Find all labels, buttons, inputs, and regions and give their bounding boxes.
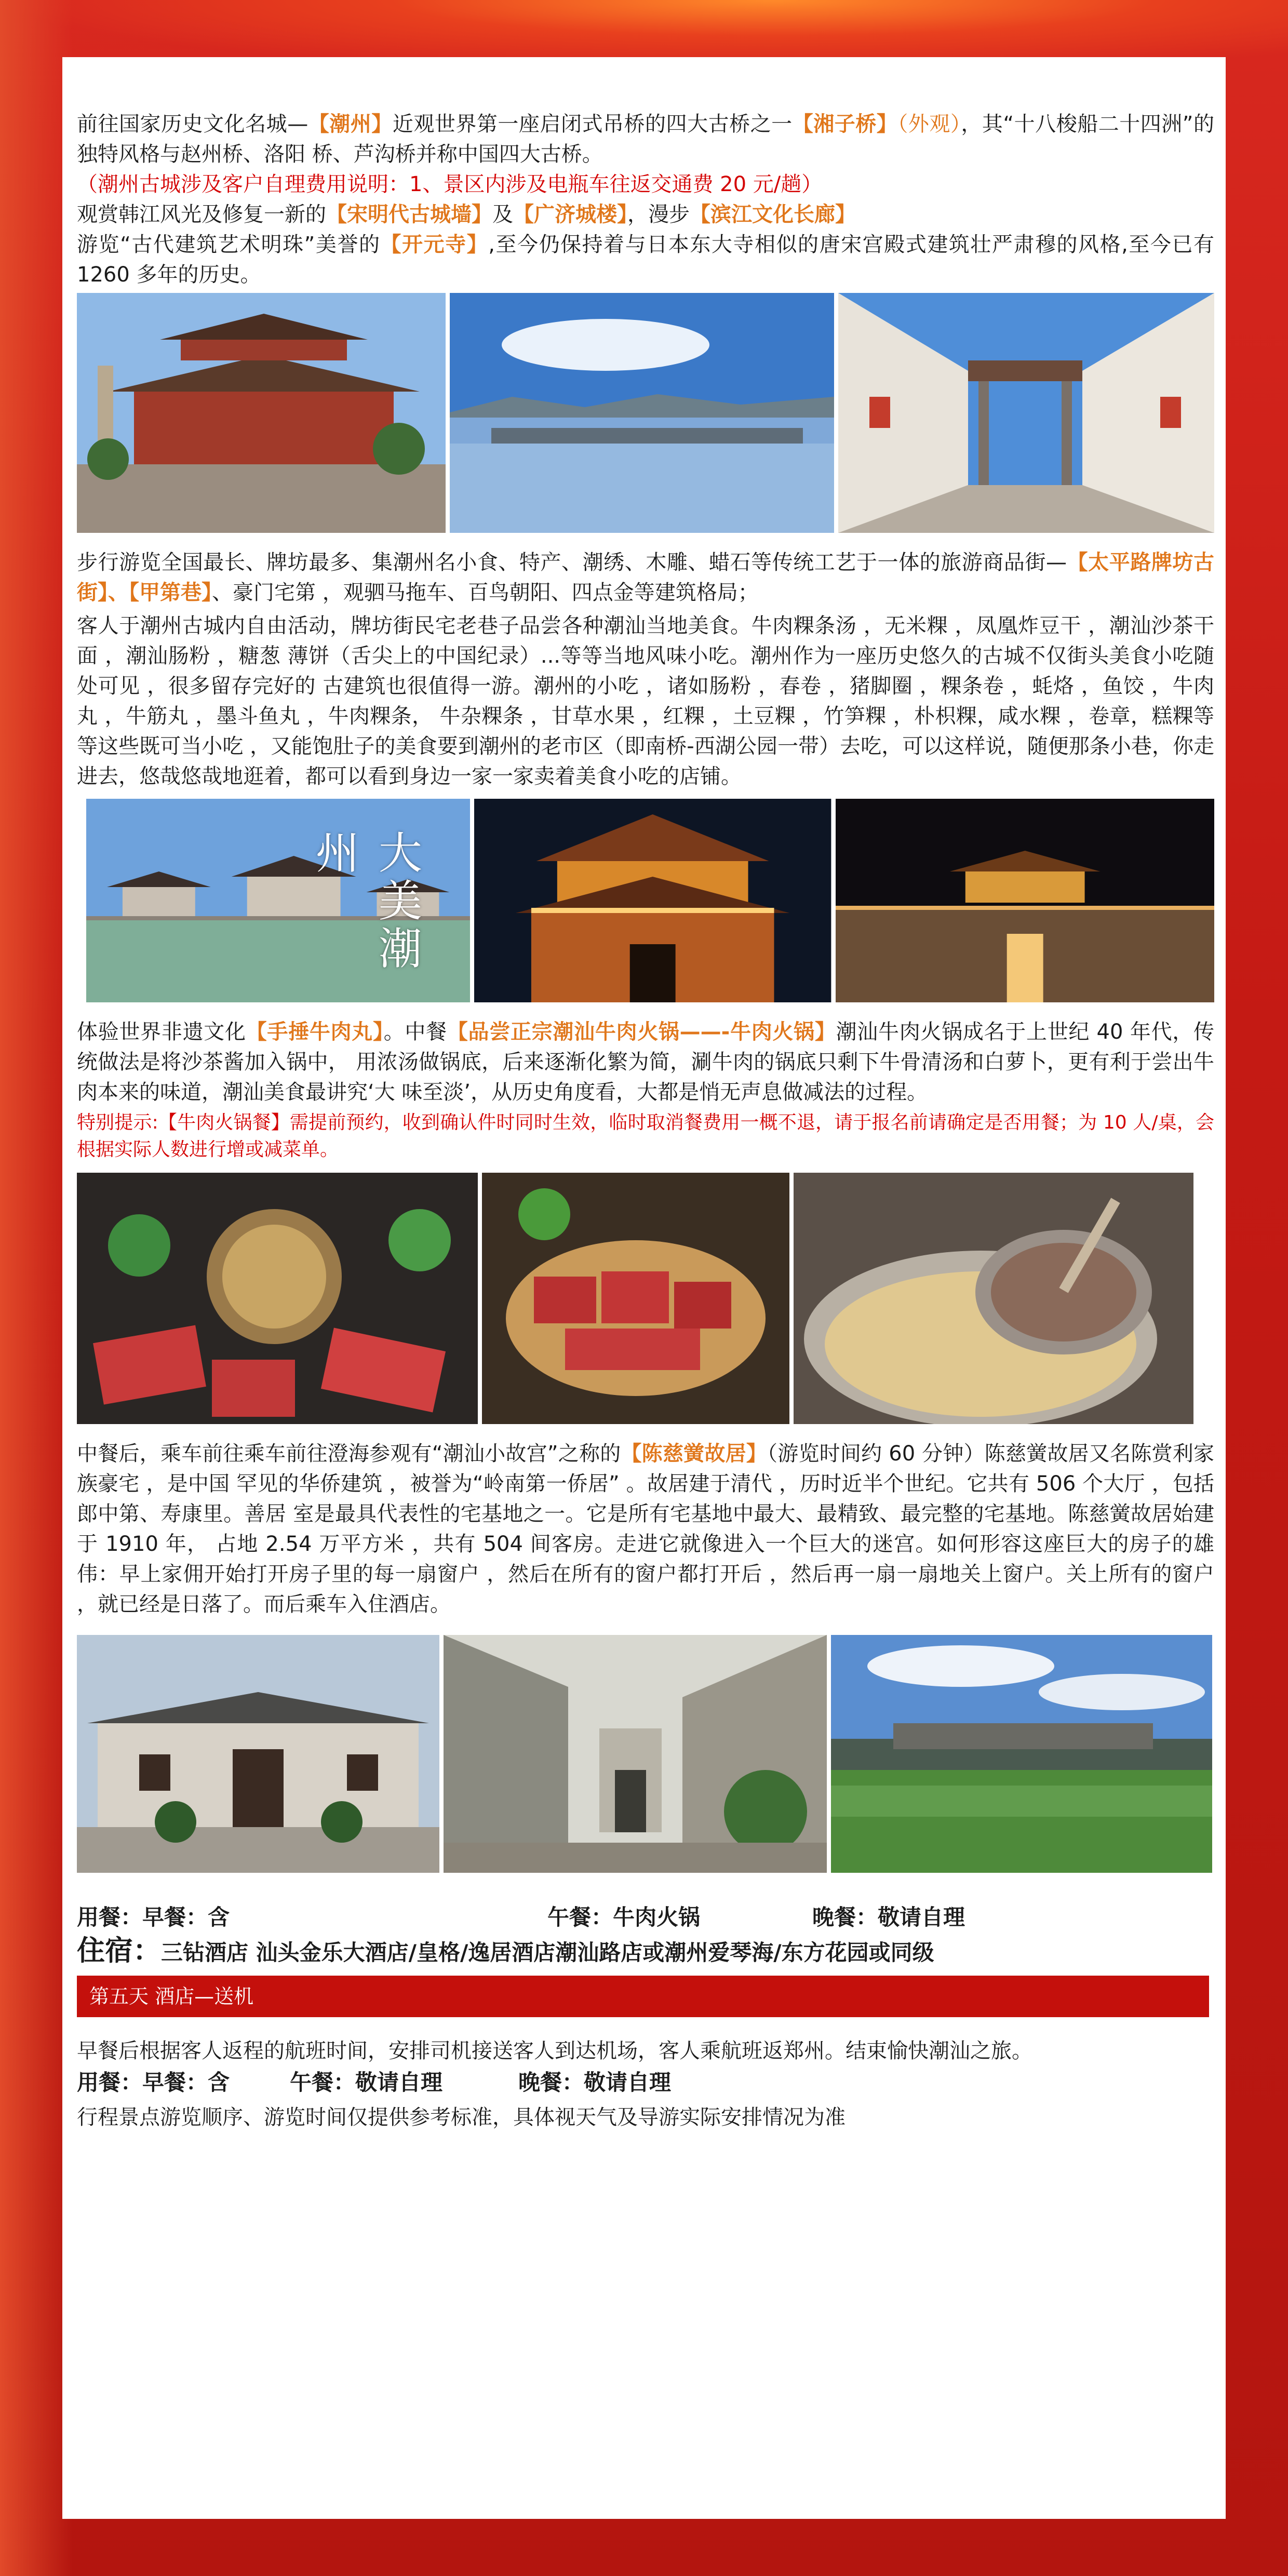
photo-guangji-gate-night xyxy=(474,799,831,1002)
food-paragraph: 客人于潮州古城内自由活动，牌坊街民宅老巷子品尝各种潮汕当地美食。牛肉粿条汤 ，无米粿 ，凤凰炸豆干 ，潮汕沙茶干面 ，潮汕肠粉 ，糖葱 薄饼（舌尖上的中国纪录）...等等当地风味小吃。潮州作为一座历史悠久的古城不仅街头美食小吃随处可见 ，很多留存完好的 古建筑也很值得一游。潮州的小吃 ，诸如肠粉 ，春卷 ，猪脚圈 ，粿条卷 ，蚝烙 ，鱼饺 ，牛肉丸 ，牛筋丸 ，墨斗鱼丸 ，牛肉粿条， 牛杂粿条 ，甘草水果 ，红粿 ，土豆粿 ，竹笋粿 ，朴枳粿，咸水粿 ，卷章，糕粿等等这些既可当小吃 ，又能饱肚子的美食要到潮州的老市区（即南桥-西湖公园一带）去吃，可以这样说，随便那条小巷，你走进去，悠哉悠哉地逛着，都可以看到身边一家一家卖着美食小吃的店铺。 xyxy=(77,614,1214,788)
highlight-xiangzi-bridge: 【湘子桥】 xyxy=(792,112,898,136)
hotpot-warning: 特别提示:【牛肉火锅餐】需提前预约，收到确认件时同时生效，临时取消餐费用一概不退，请于报名前请确定是否用餐；为 10 人/桌，会根据实际人数进行增或减菜单。 xyxy=(77,1112,1214,1160)
photo-hotpot-table xyxy=(77,1173,478,1424)
photo-kaiyuan-temple xyxy=(77,293,446,533)
day4-meals: 用餐：早餐：含 午餐：牛肉火锅 晚餐：敬请自理 xyxy=(77,1904,965,1930)
lodging-info: 住宿：三钻酒店 汕头金乐大酒店/皇格/逸居酒店潮汕路店或潮州爱琴海/东方花园或同级 xyxy=(77,1934,934,1967)
photo-paifang-street xyxy=(838,293,1214,533)
photo-row-4 xyxy=(77,1635,1214,1873)
photo-hotpot-ladle xyxy=(794,1173,1193,1424)
itinerary-disclaimer: 行程景点游览顺序、游览时间仅提供参考标准，具体视天气及导游实际安排情况为准 xyxy=(77,2105,846,2129)
kaiyuan-paragraph: 游览“古代建筑艺术明珠”美誉的【开元寺】,至今仍保持着与日本东大寺相似的唐宋宫殿式建筑壮严肃穆的风格,至今已有 1260 多年的历史。 xyxy=(77,233,1214,287)
itinerary-panel xyxy=(62,57,1226,2519)
intro-paragraph: 前往国家历史文化名城—【潮州】近观世界第一座启闭式吊桥的四大古桥之一【湘子桥】（外观），其“十八梭船二十四洲”的独特风格与赵州桥、洛阳 桥、芦沟桥并称中国四大古桥。 xyxy=(77,112,1215,166)
day5-title-bar: 第五天 酒店—送机 xyxy=(77,1976,1209,2017)
photo-mansion-alley xyxy=(444,1635,827,1873)
photo-mansion-facade xyxy=(77,1635,439,1873)
photo-caption: 大美潮州 xyxy=(308,830,423,973)
fee-note: （潮州古城涉及客户自理费用说明：1、景区内涉及电瓶车往返交通费 20 元/趟） xyxy=(77,172,823,196)
paifang-paragraph: 步行游览全国最长、牌坊最多、集潮州名小食、特产、潮绣、木雕、蜡石等传统工艺于一体的旅游商品街—【太平路牌坊古街】、【甲第巷】、豪门宅第 ，观驷马拖车、百鸟朝阳、四点金等建筑格局； xyxy=(77,551,1215,605)
photo-row-2 xyxy=(77,799,1214,1002)
hotpot-paragraph: 体验世界非遗文化【手捶牛肉丸】。中餐【品尝正宗潮汕牛肉火锅——-牛肉火锅】潮汕牛肉火锅成名于上世纪 40 年代，传统做法是将沙茶酱加入锅中， 用浓汤做锅底，后来逐渐化繁为简，涮牛肉的锅底只剩下牛骨清汤和白萝卜，更有利于尝出牛肉本来的味道，潮汕美食最讲究‘大 味至淡’，从历史角度看，大都是悄无声息做减法的过程。 xyxy=(77,1020,1215,1104)
photo-row-3 xyxy=(77,1173,1214,1424)
photo-xiangzi-bridge xyxy=(450,293,834,533)
citywall-paragraph: 观赏韩江风光及修复一新的【宋明代古城墙】及【广济城楼】，漫步【滨江文化长廊】 xyxy=(77,203,856,226)
background-glow xyxy=(0,0,73,2576)
photo-city-gate-night xyxy=(836,799,1214,1002)
photo-guangji-pavilions xyxy=(86,799,470,1002)
itinerary-content xyxy=(77,109,1214,2132)
photo-beef-cuts-board xyxy=(482,1173,789,1424)
highlight-chaozhou: 【潮州】 xyxy=(308,112,393,136)
photo-row-1 xyxy=(77,293,1214,533)
chen-cihong-paragraph: 中餐后，乘车前往乘车前往澄海参观有“潮汕小故宫”之称的【陈慈黉故居】（游览时间约 60 分钟）陈慈黉故居又名陈赏利家族豪宅 ，是中国 罕见的华侨建筑 ，被誉为“岭南第一侨居” 。故居建于清代 ，历时近半个世纪。它共有 506 个大厅 ，包括郎中第、寿康里。善居 室是最具代表性的宅基地之一。它是所有宅基地中最大、最精致、最完整的宅基地。陈慈黉故居始建于 1910 年， 占地 2.54 万平方米 ，共有 504 间客房。走进它就像进入一个巨大的迷宫。如何形容这座巨大的房子的雄伟：早上家佣开始打开房子里的每一扇窗户 ，然后在所有的窗户都打开后 ，然后再一扇一扇地关上窗户。关上所有的窗户 ，就已经是日落了。而后乘车入住酒店。 xyxy=(77,1442,1215,1616)
day5-description: 早餐后根据客人返程的航班时间，安排司机接送客人到达机场，客人乘航班返郑州。结束愉快潮汕之旅。 xyxy=(77,2039,1032,2063)
photo-lotus-pond-mansion xyxy=(831,1635,1212,1873)
day5-meals: 用餐：早餐：含 午餐：敬请自理 晚餐：敬请自理 xyxy=(77,2070,672,2095)
